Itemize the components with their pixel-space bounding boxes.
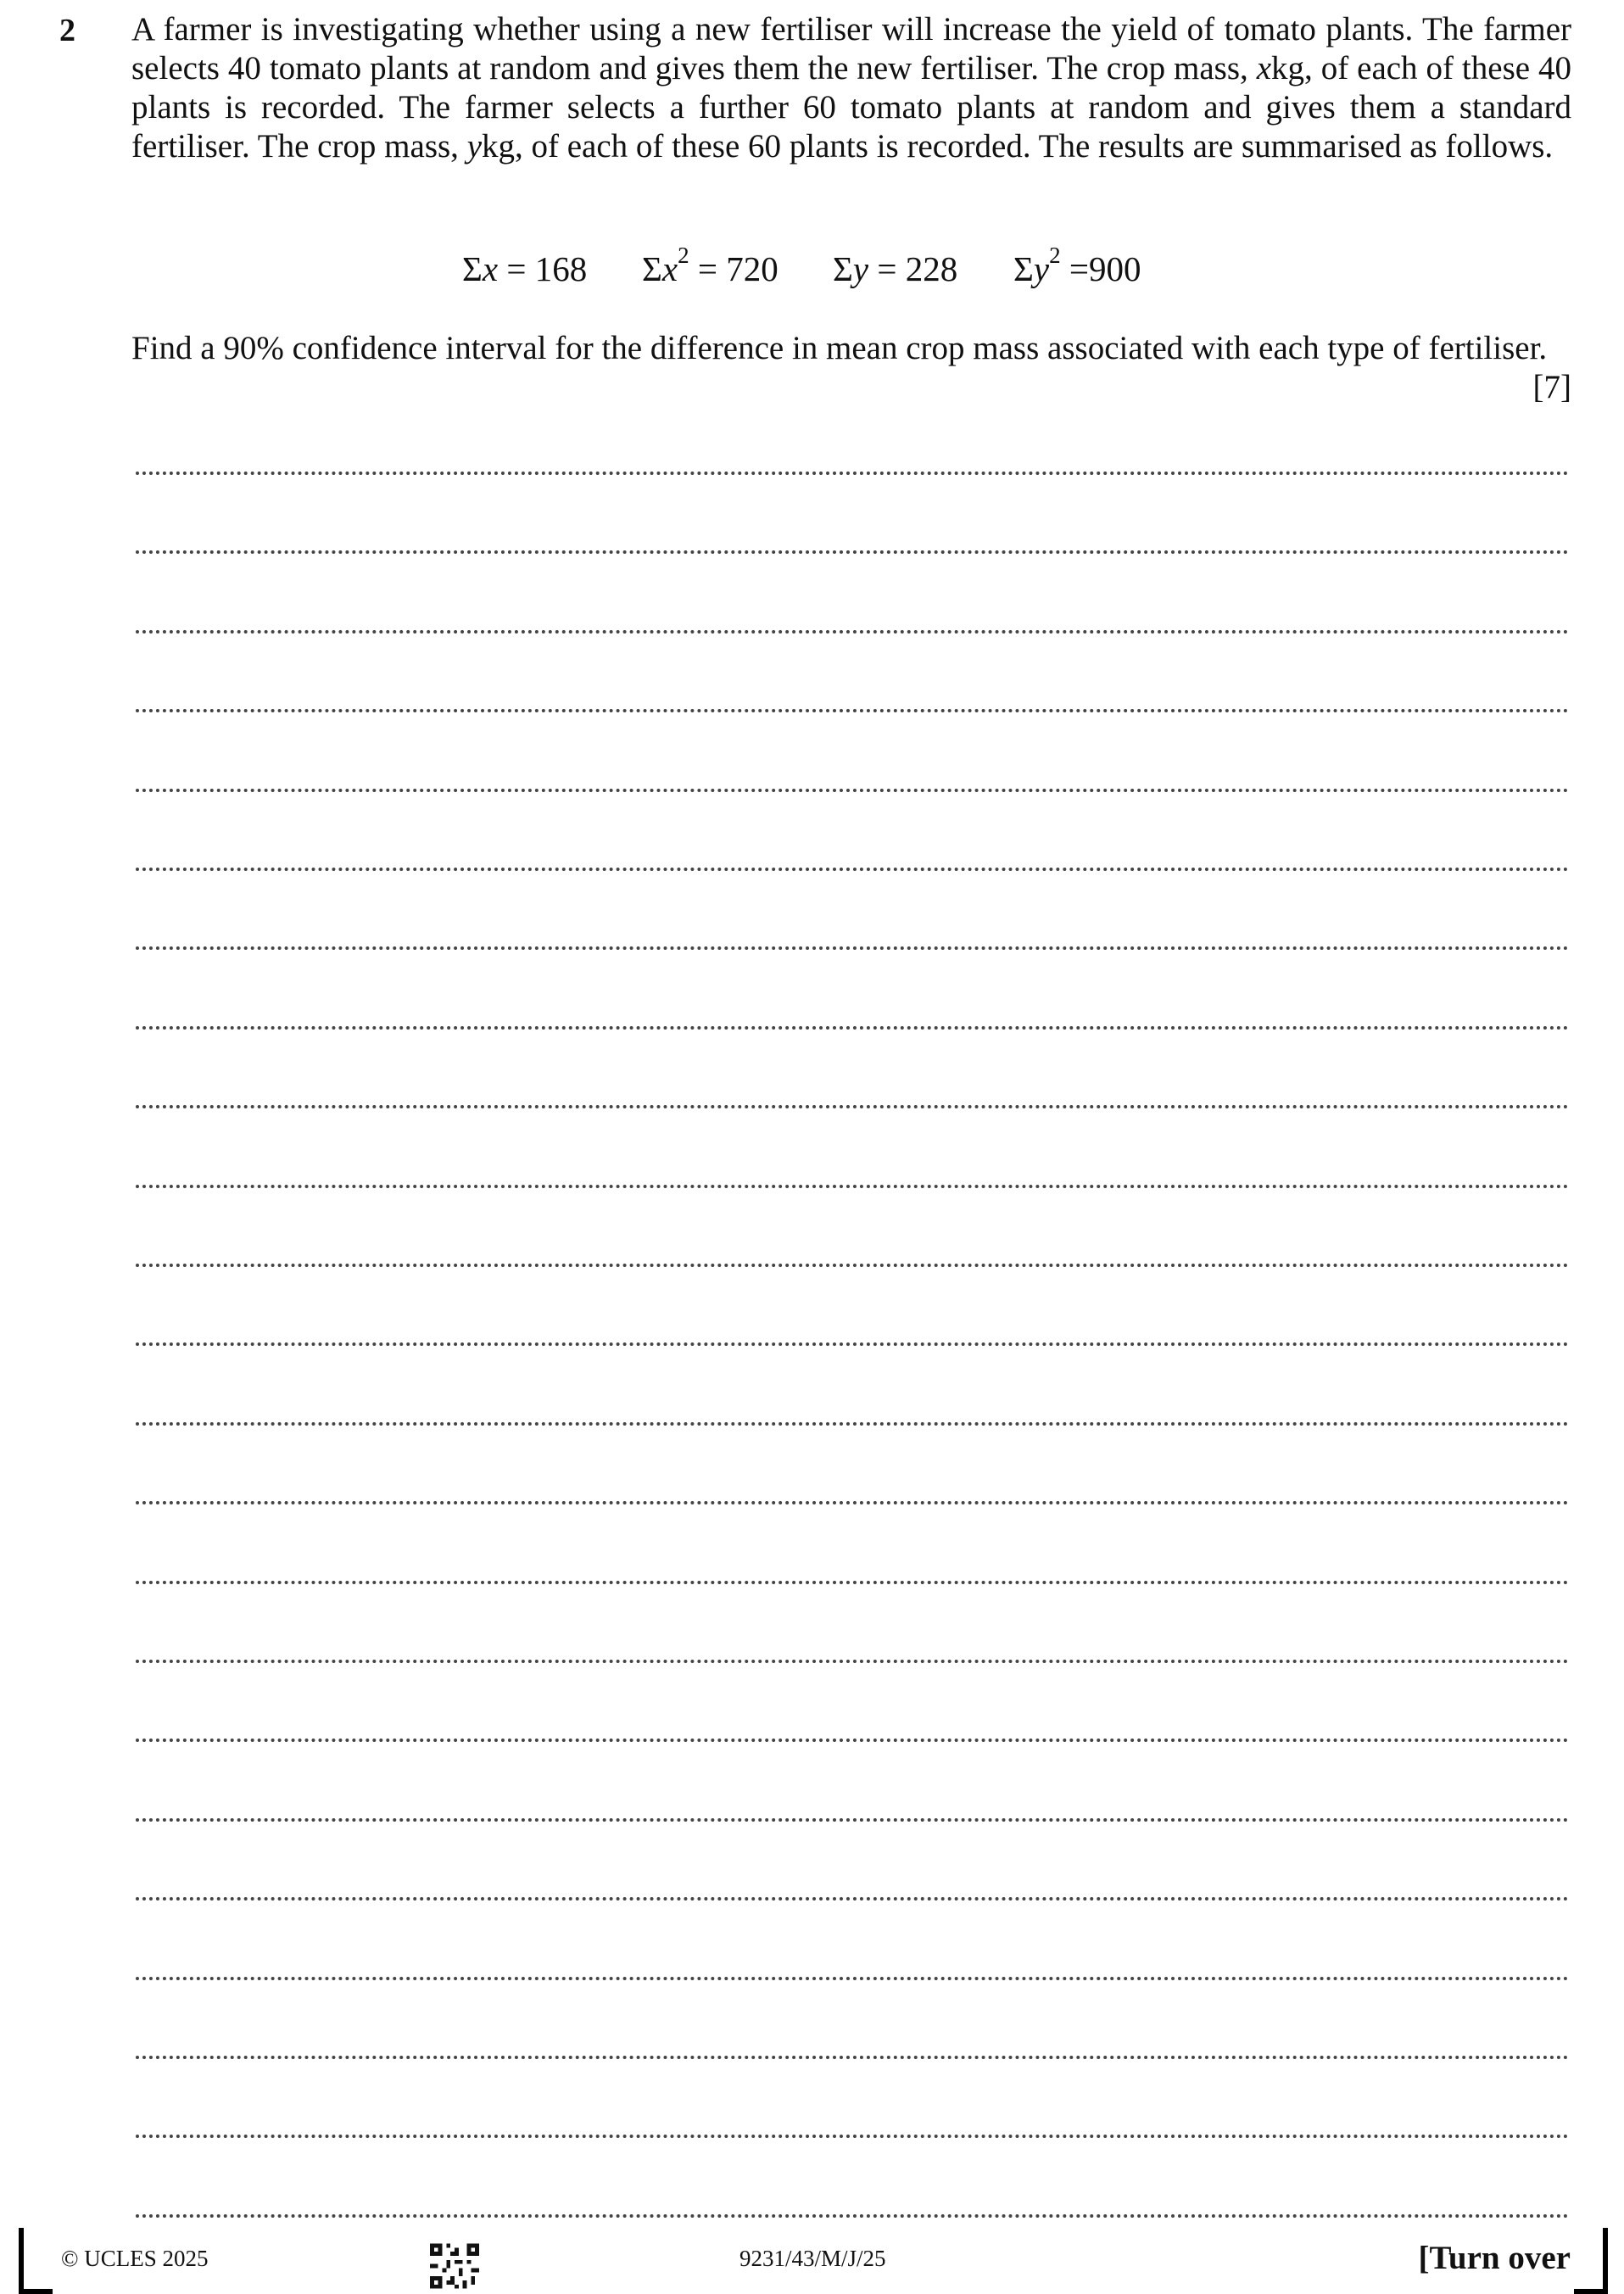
summary-formula (0, 243, 1624, 299)
answer-line[interactable] (136, 1581, 1569, 1584)
answer-line[interactable] (136, 789, 1569, 792)
answer-line[interactable] (136, 2056, 1569, 2059)
corner-mark-left-horizontal (19, 2289, 53, 2294)
answer-line[interactable] (136, 1660, 1569, 1663)
answer-line[interactable] (136, 1501, 1569, 1504)
paper-code: 9231/43/M/J/25 (739, 2246, 886, 2271)
sum-x-squared-term: $\Sigma x^2 = 720$ (642, 243, 779, 288)
sum-y-term: Σy = 228 (833, 249, 958, 288)
answer-line[interactable] (136, 946, 1569, 950)
barcode-icon (430, 2243, 479, 2289)
answer-line[interactable] (136, 1739, 1569, 1742)
answer-line[interactable] (136, 550, 1569, 554)
sum-y-squared-term: $\Sigma y^2 =900$ (1013, 243, 1141, 288)
answer-line[interactable] (136, 472, 1569, 475)
question-text: A farmer is investigating whether using a new fertiliser will increase the yield of tomato plants. The farmer selects 40 tomato plants at random and gives them the new fertiliser. The crop mass, xkg, of each of these 40 plants is recorded. The farmer selects a further 60 tomato plants at random and gives them a standard fertiliser. The crop mass, ykg, of each of these 60 plants is recorded. The results are summarised as follows. (131, 11, 1571, 165)
answer-line[interactable] (136, 709, 1569, 712)
answer-line[interactable] (136, 1105, 1569, 1108)
corner-mark-right-horizontal (1574, 2289, 1608, 2294)
corner-mark-left-vertical (19, 2228, 24, 2294)
answer-line[interactable] (136, 1342, 1569, 1346)
instruction-text: Find a 90% confidence interval for the difference in mean crop mass associated with each type of fertiliser. (131, 330, 1548, 366)
marks-label: [7] (1532, 369, 1571, 405)
answer-line[interactable] (136, 2135, 1569, 2138)
copyright-text: © UCLES 2025 (61, 2246, 209, 2271)
answer-line[interactable] (136, 1897, 1569, 1901)
answer-line[interactable] (136, 2214, 1569, 2218)
answer-line[interactable] (136, 868, 1569, 871)
answer-line[interactable] (136, 1185, 1569, 1188)
question-number: 2 (59, 13, 75, 48)
answer-line[interactable] (136, 630, 1569, 634)
answer-line[interactable] (136, 1422, 1569, 1426)
answer-line[interactable] (136, 1818, 1569, 1822)
turn-over-label: [Turn over (1418, 2240, 1571, 2276)
answer-line[interactable] (136, 1026, 1569, 1030)
corner-mark-right-vertical (1603, 2228, 1608, 2294)
answer-line[interactable] (136, 1977, 1569, 1980)
answer-line[interactable] (136, 1264, 1569, 1267)
sum-x-term: Σx = 168 (462, 249, 588, 288)
